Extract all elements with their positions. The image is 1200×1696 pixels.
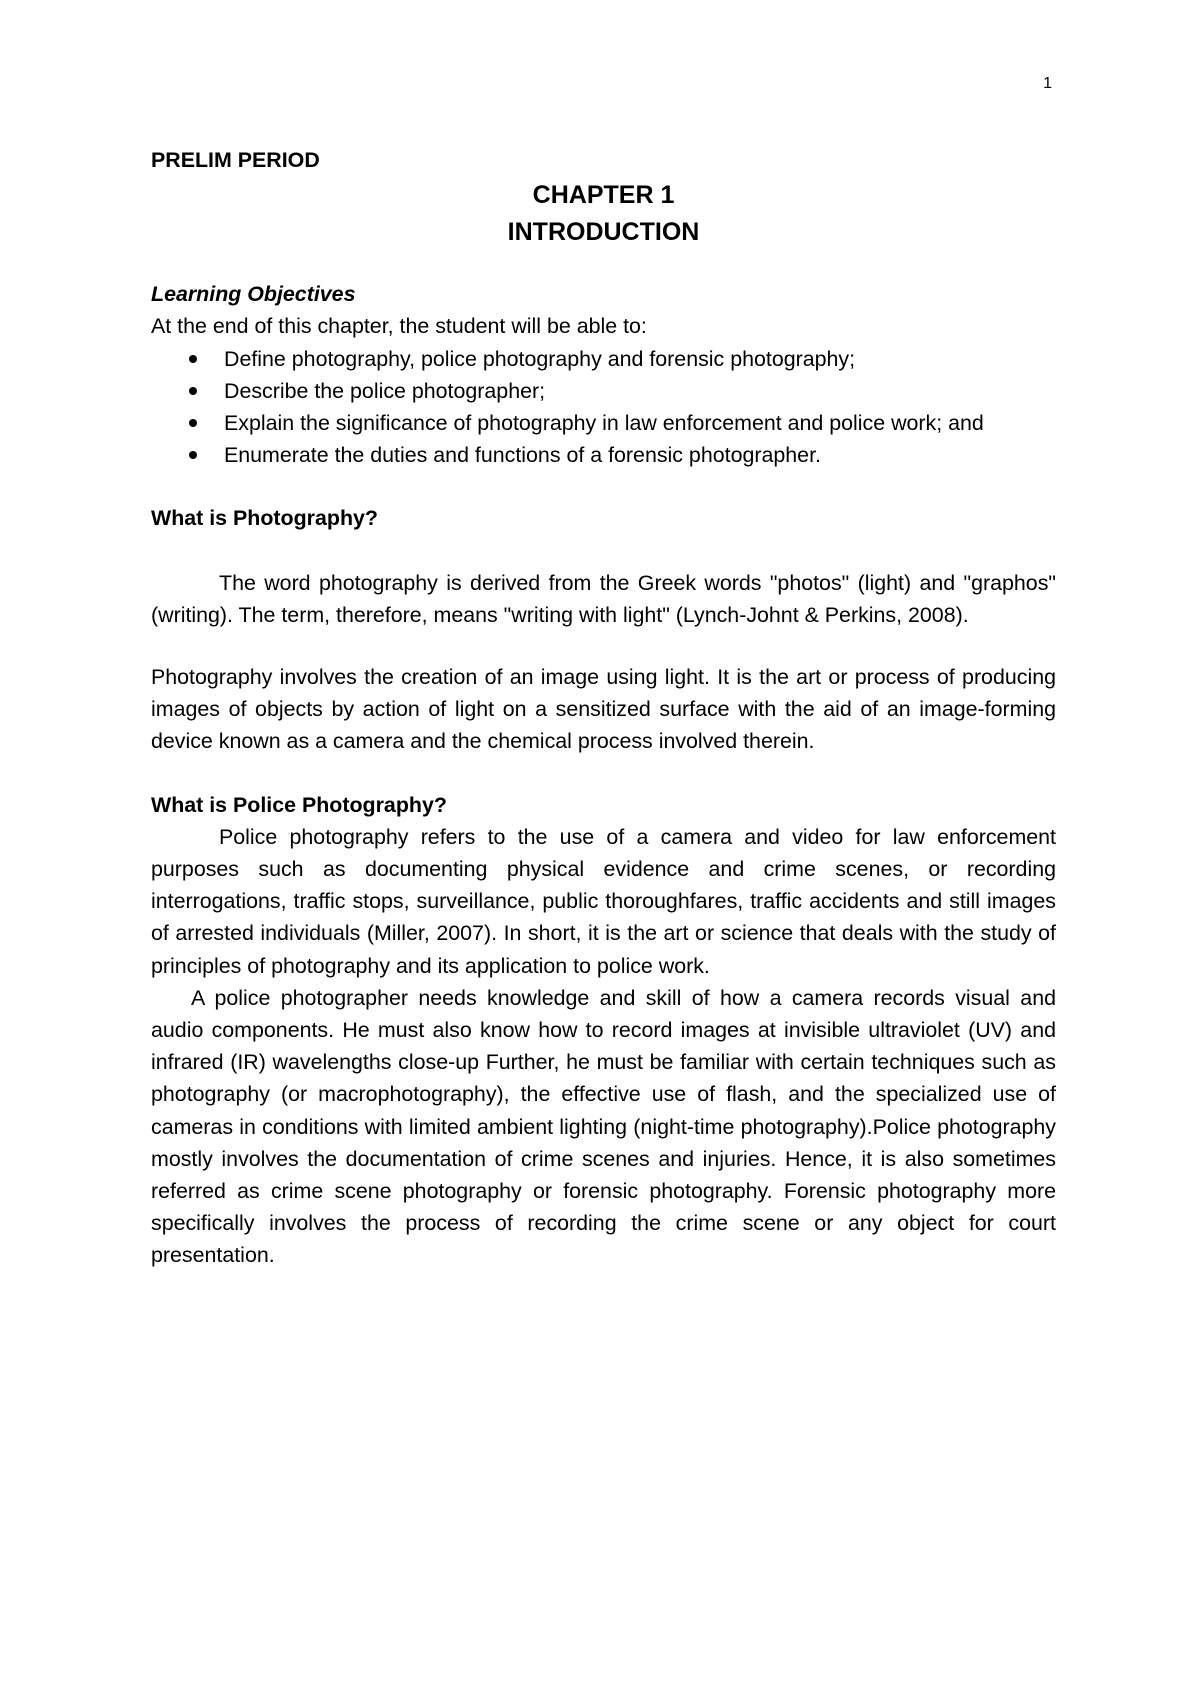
section-heading-photography: What is Photography? [151,506,378,531]
bullet-icon [189,387,197,395]
paragraph-photography-definition: Photography involves the creation of an image using light. It is the art or process of producing images of objects by action of light on a sensitized surface with the aid of an image-forming device known as a camera and the chemical process involved therein. [151,665,1056,754]
objective-item [151,407,1056,439]
page-content [151,144,1056,1272]
objective-text: Define photography, police photography and forensic photography; [224,346,856,371]
spacer [151,251,1056,278]
learning-objectives-heading: Learning Objectives [151,282,356,307]
objective-item [151,343,1056,375]
objective-item [151,375,1056,407]
objective-item [151,439,1056,471]
objective-text: Explain the significance of photography in law enforcement and police work; and [224,411,984,436]
section-heading-police-photography: What is Police Photography? [151,792,447,817]
chapter-number: CHAPTER 1 [532,181,675,210]
objective-text: Describe the police photographer; [224,378,546,403]
bullet-icon [189,451,197,459]
paragraph-police-photographer: A police photographer needs knowledge and skill of how a camera records visual and audio components. He must also know how to record images at invisible ultraviolet (UV) and infrared (IR) wavelengths close-up Further, he must be familiar with certain techniques such as photography (or macrophotography), the effective use of flash, and the specialized use of cameras in conditions with limited ambient lighting (night-time photography).Police photography mostly involves the documentation of crime scenes and injuries. Hence, it is also sometimes referred as crime scene photography or forensic photography. Forensic photography more specifically involves the process of recording the crime scene or any object for court presentation. [151,985,1056,1268]
chapter-title: INTRODUCTION [507,218,700,247]
page-number: 1 [1043,75,1052,92]
paragraph-police-photography-definition: Police photography refers to the use of a camera and video for law enforcement purposes such as documenting physical evidence and crime scenes, or recording interrogations, traffic stops, surveillance, public thoroughfares, traffic accidents and still images of arrested individuals (Miller, 2007). In short, it is the art or science that deals with the study of principles of photography and its application to police work. [151,824,1056,978]
bullet-icon [189,355,197,363]
objective-text: Enumerate the duties and functions of a forensic photographer. [224,443,821,468]
paragraph-photography-etymology: The word photography is derived from the Greek words "photos" (light) and "graphos" (writing). The term, therefore, means "writing with light" (Lynch-Johnt & Perkins, 2008). [151,570,1056,627]
objectives-lead: At the end of this chapter, the student will be able to: [151,314,647,339]
objectives-list [151,343,1056,472]
period-label: PRELIM PERIOD [151,148,320,172]
bullet-icon [189,419,197,427]
